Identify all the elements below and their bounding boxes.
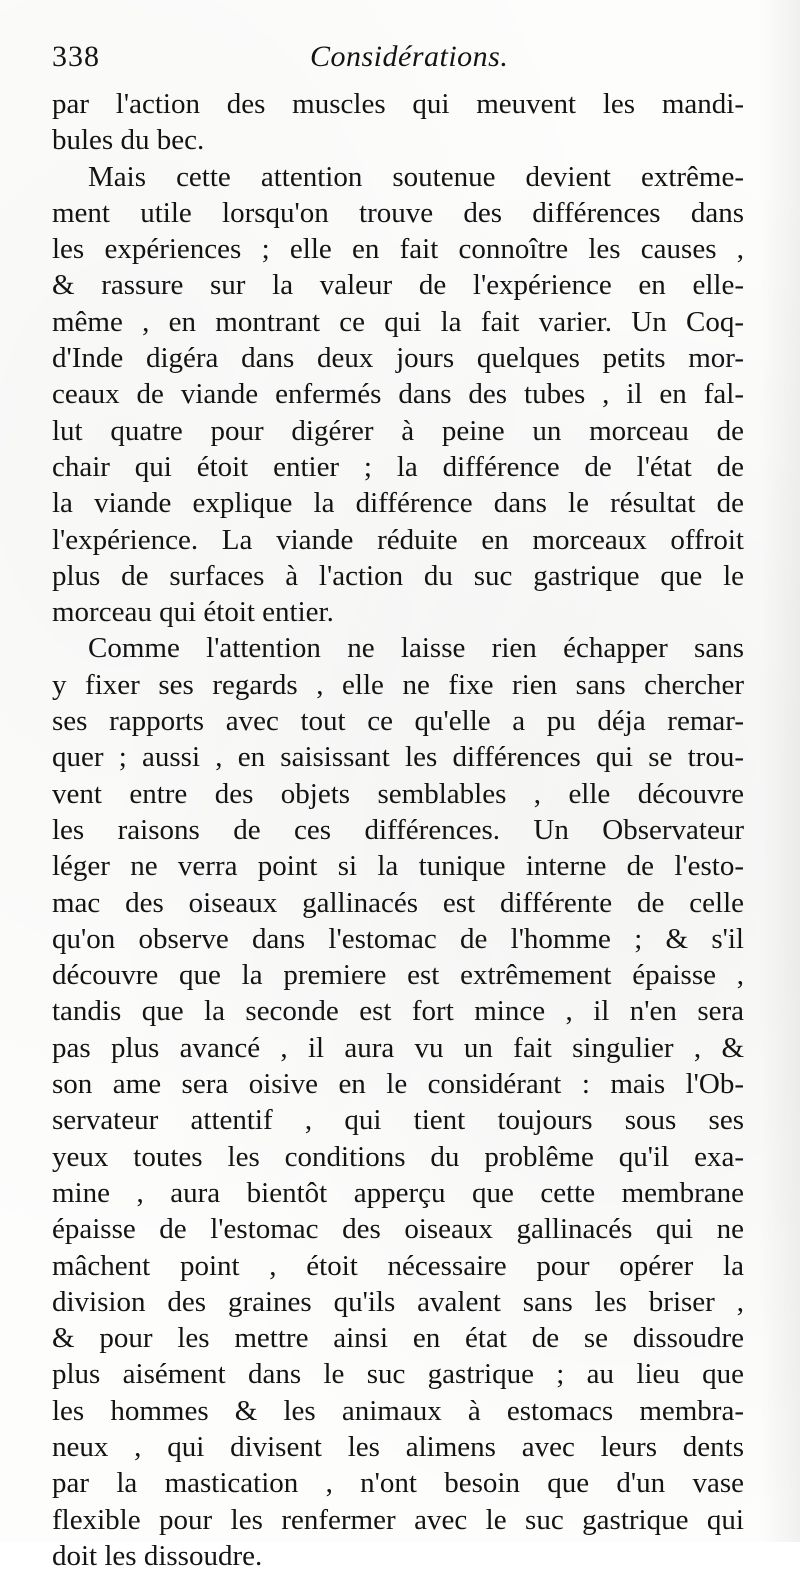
text-line: d'Inde digéra dans deux jours quelques petits mor- [52,342,744,375]
body-text [52,86,744,1574]
text-line: division des graines qu'ils avalent sans les briser , [52,1285,744,1318]
text-line: mac des oiseaux gallinacés est différente de celle [52,886,744,919]
text-line: doit les dissoudre. [52,1539,263,1572]
page-header [52,40,744,86]
text-line: morceau qui étoit entier. [52,596,334,629]
text-line: plus aisément dans le suc gastrique ; au lieu que [52,1358,744,1391]
page-edge-shadow [760,0,800,1542]
text-line: les expériences ; elle en fait connoître les causes , [52,233,744,266]
text-line: yeux toutes les conditions du problême qu'il exa- [52,1140,744,1173]
text-line: ment utile lorsqu'on trouve des différences dans [52,196,744,229]
text-line: mâchent point , étoit nécessaire pour opérer la [52,1249,744,1282]
text-line: servateur attentif , qui tient toujours sous ses [52,1104,744,1137]
text-line: l'expérience. La viande réduite en morceaux offroit [52,523,744,556]
text-line: la viande explique la différence dans le résultat de [52,487,744,520]
text-line: quer ; aussi , en saisissant les différences qui se trou- [52,741,744,774]
text-line: même , en montrant ce qui la fait varier. Un Coq- [52,305,744,338]
text-line: ceaux de viande enfermés dans des tubes , il en fal- [52,378,744,411]
text-line: léger ne verra point si la tunique interne de l'esto- [52,850,744,883]
text-line: ses rapports avec tout ce qu'elle a pu déja remar- [52,705,744,738]
text-line: & pour les mettre ainsi en état de se dissoudre [52,1322,744,1355]
text-line: lut quatre pour digérer à peine un morceau de [52,414,744,447]
text-line: son ame sera oisive en le considérant : mais l'Ob- [52,1068,744,1101]
text-line: neux , qui divisent les alimens avec leurs dents [52,1430,744,1463]
text-line: Mais cette attention soutenue devient extrême- [88,160,744,193]
text-line: & rassure sur la valeur de l'expérience en elle- [52,269,744,302]
paragraph [52,86,744,159]
text-line: chair qui étoit entier ; la différence de l'état de [52,450,744,483]
text-line: vent entre des objets semblables , elle découvre [52,777,744,810]
text-line: par l'action des muscles qui meuvent les mandi- [52,88,744,120]
text-line: y fixer ses regards , elle ne fixe rien sans chercher [52,668,744,701]
text-line: plus de surfaces à l'action du suc gastrique que le [52,559,744,592]
text-line: tandis que la seconde est fort mince , il n'en sera [52,995,744,1028]
text-line: les raisons de ces différences. Un Observateur [52,813,744,846]
text-line: pas plus avancé , il aura vu un fait singulier , & [52,1031,744,1064]
text-line: par la mastication , n'ont besoin que d'un vase [52,1467,744,1500]
text-line: qu'on observe dans l'estomac de l'homme ; & s'il [52,922,744,955]
text-line: découvre que la premiere est extrêmement épaisse , [52,959,744,992]
paragraph [52,159,744,631]
running-head: Considérations. [310,40,509,73]
text-line: flexible pour les renfermer avec le suc gastrique qui [52,1503,744,1536]
text-line: épaisse de l'estomac des oiseaux gallinacés qui ne [52,1213,744,1246]
text-line: mine , aura bientôt apperçu que cette membrane [52,1176,744,1209]
text-line: bules du bec. [52,124,205,157]
paragraph [52,630,744,1574]
page-number: 338 [52,40,100,73]
text-line: Comme l'attention ne laisse rien échapper sans [88,632,744,665]
text-line: les hommes & les animaux à estomacs membra- [52,1394,744,1427]
